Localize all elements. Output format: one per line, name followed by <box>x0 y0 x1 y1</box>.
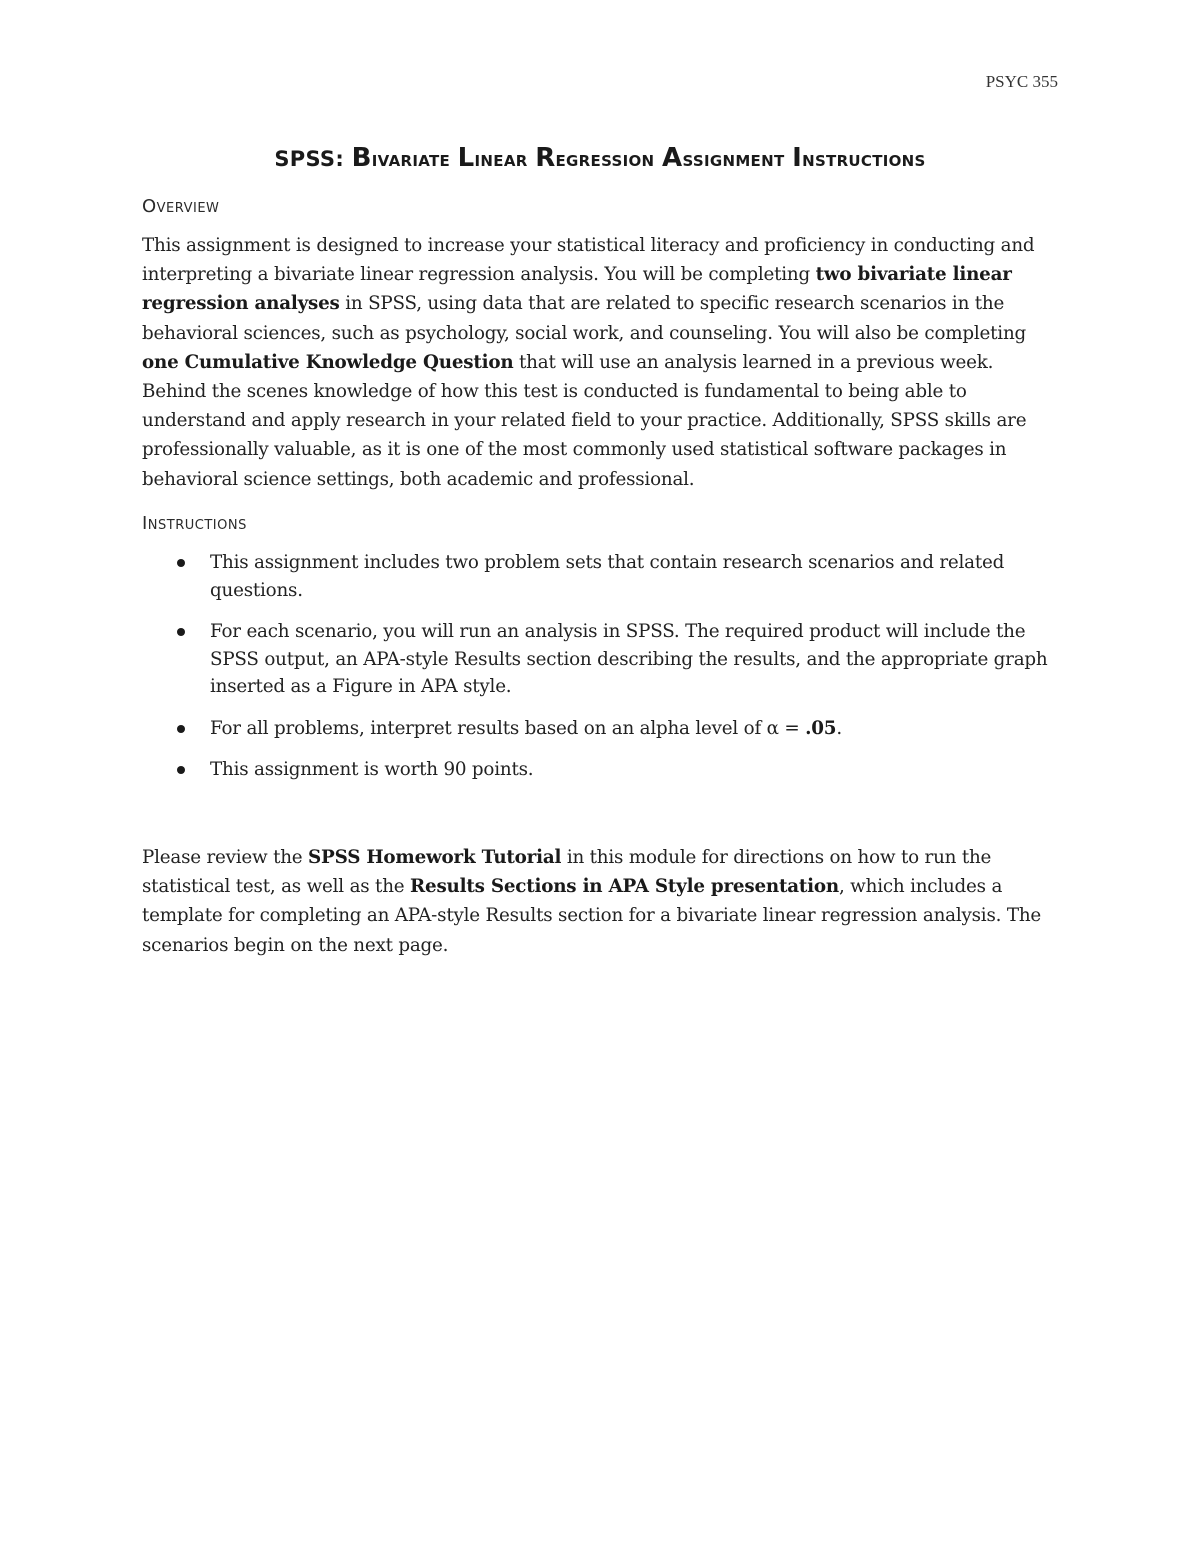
course-code: PSYC 355 <box>985 72 1058 91</box>
instructions-list <box>142 549 1062 798</box>
alpha-symbol: α <box>766 717 779 739</box>
title-part: ivariate <box>371 147 458 171</box>
title-part: L <box>457 143 475 173</box>
overview-text: that will use an analysis learned in a previous week. Behind the scenes knowledge of how this test is conducted is fundamental to being able to understand and apply research in your related field to your practice. Additionally, SPSS skills are professionally valuable, as it is one of the most commonly used statistical software packages in behavioral science settings, both academic and professional. <box>142 351 1027 490</box>
overview-text: This assignment is designed to increase your statistical literacy and proficiency in conducting and interpreting a bivariate linear regression analysis. You will be completing <box>142 235 1035 286</box>
closing-paragraph <box>142 843 1062 960</box>
bullet-text: For each scenario, you will run an analysis in SPSS. The required product will include the SPSS output, an APA-style Results section describing the results, and the appropriate graph inserted as a Figure in APA style. <box>210 621 1048 697</box>
tutorial-reference: SPSS Homework Tutorial <box>308 847 562 868</box>
overview-heading: Overview <box>142 196 220 217</box>
title-part: A <box>662 143 683 173</box>
title-part: egression <box>555 147 663 171</box>
overview-paragraph <box>142 231 1062 494</box>
title-part: SPSS: <box>274 147 352 171</box>
bullet-end: . <box>836 717 842 739</box>
bullet-text: For all problems, interpret results based on an alpha level of <box>210 717 767 739</box>
bullet-text: This assignment is worth 90 points. <box>210 759 534 780</box>
equals-sign: = <box>778 717 806 739</box>
title-part: B <box>351 143 372 173</box>
document-title <box>0 143 1200 173</box>
closing-text: in this module for directions on how to run the statistical test, as well as the <box>142 847 992 898</box>
list-item <box>142 756 1062 784</box>
title-part: nstructions <box>802 147 926 171</box>
overview-bold: one Cumulative Knowledge Question <box>142 351 514 373</box>
alpha-value: .05 <box>805 717 837 739</box>
closing-text: Please review the <box>142 847 309 868</box>
list-item <box>142 618 1062 701</box>
bullet-icon <box>177 559 185 567</box>
title-part: I <box>792 143 803 173</box>
bullet-icon <box>177 766 185 774</box>
instructions-heading: Instructions <box>142 513 247 534</box>
bullet-text: This assignment includes two problem sets that contain research scenarios and related questions. <box>210 552 1005 601</box>
closing-text: , which includes a template for completing an APA-style Results section for a bivariate linear regression analysis. The scenarios begin on the next page. <box>142 876 1042 956</box>
presentation-reference: Results Sections in APA Style presentation <box>410 876 839 898</box>
overview-text: in SPSS, using data that are related to specific research scenarios in the behavioral sciences, such as psychology, social work, and counseling. You will also be completing <box>142 293 1027 344</box>
bullet-icon <box>177 725 185 733</box>
title-part: R <box>535 143 556 173</box>
list-item <box>142 549 1062 604</box>
list-item <box>142 715 1062 743</box>
overview-bold: two bivariate linear regression analyses <box>142 264 1012 315</box>
title-part: inear <box>474 147 536 171</box>
bullet-icon <box>177 628 185 636</box>
title-part: ssignment <box>682 147 793 171</box>
